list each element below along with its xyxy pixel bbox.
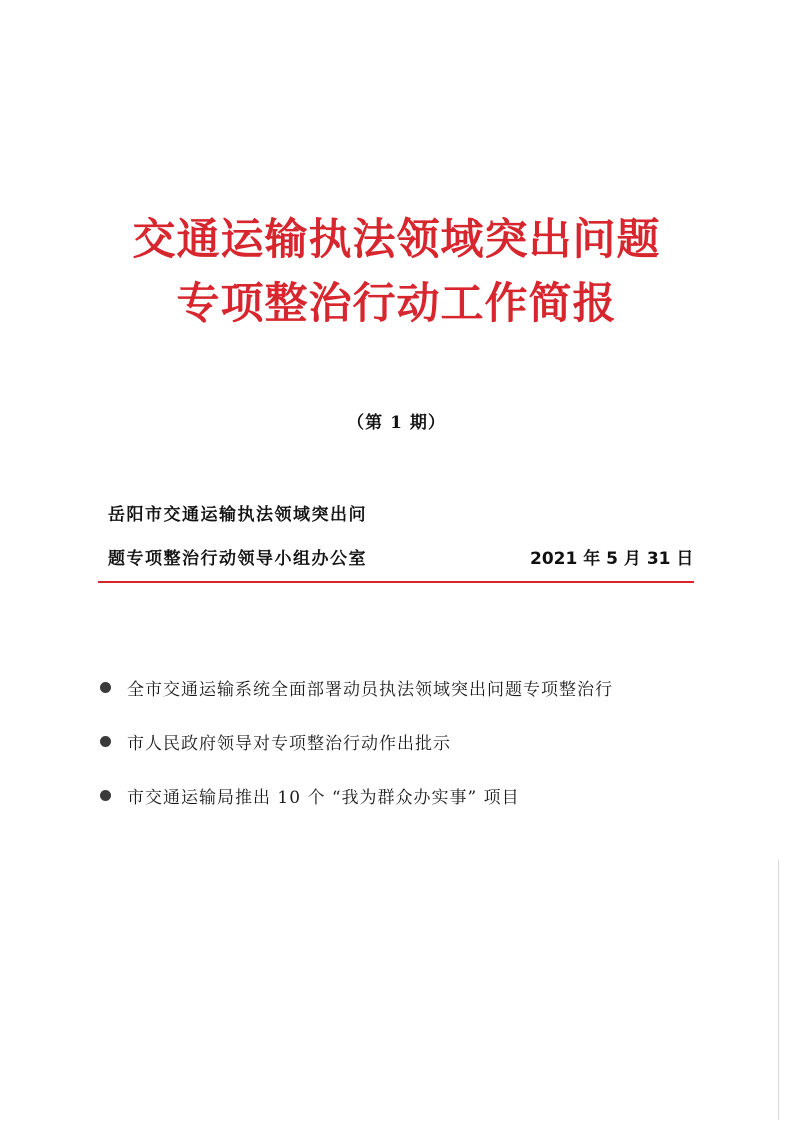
list-item-text: 市交通运输局推出 10 个 “我为群众办实事” 项目 [127,787,520,808]
contents-list [100,660,613,822]
red-divider [98,581,694,583]
list-item [100,714,613,768]
issue-date: 2021 年 5 月 31 日 [530,549,694,569]
title-line-1: 交通运输执法领域突出问题 [132,215,661,265]
bulletin-title [0,208,793,336]
issuer-line-2: 题专项整治行动领导小组办公室 [108,549,367,569]
scan-edge-line [778,860,779,1120]
list-item [100,768,613,822]
list-item-text: 全市交通运输系统全面部署动员执法领域突出问题专项整治行 [127,679,613,700]
bullet-icon [100,682,111,693]
title-line-2: 专项整治行动工作简报 [176,279,617,329]
list-item-text: 市人民政府领导对专项整治行动作出批示 [127,733,451,754]
issuer-line-1: 岳阳市交通运输执法领域突出问 [108,505,367,525]
bullet-icon [100,736,111,747]
bullet-icon [100,790,111,801]
list-item [100,660,613,714]
issue-number: （第 1 期） [347,413,446,433]
